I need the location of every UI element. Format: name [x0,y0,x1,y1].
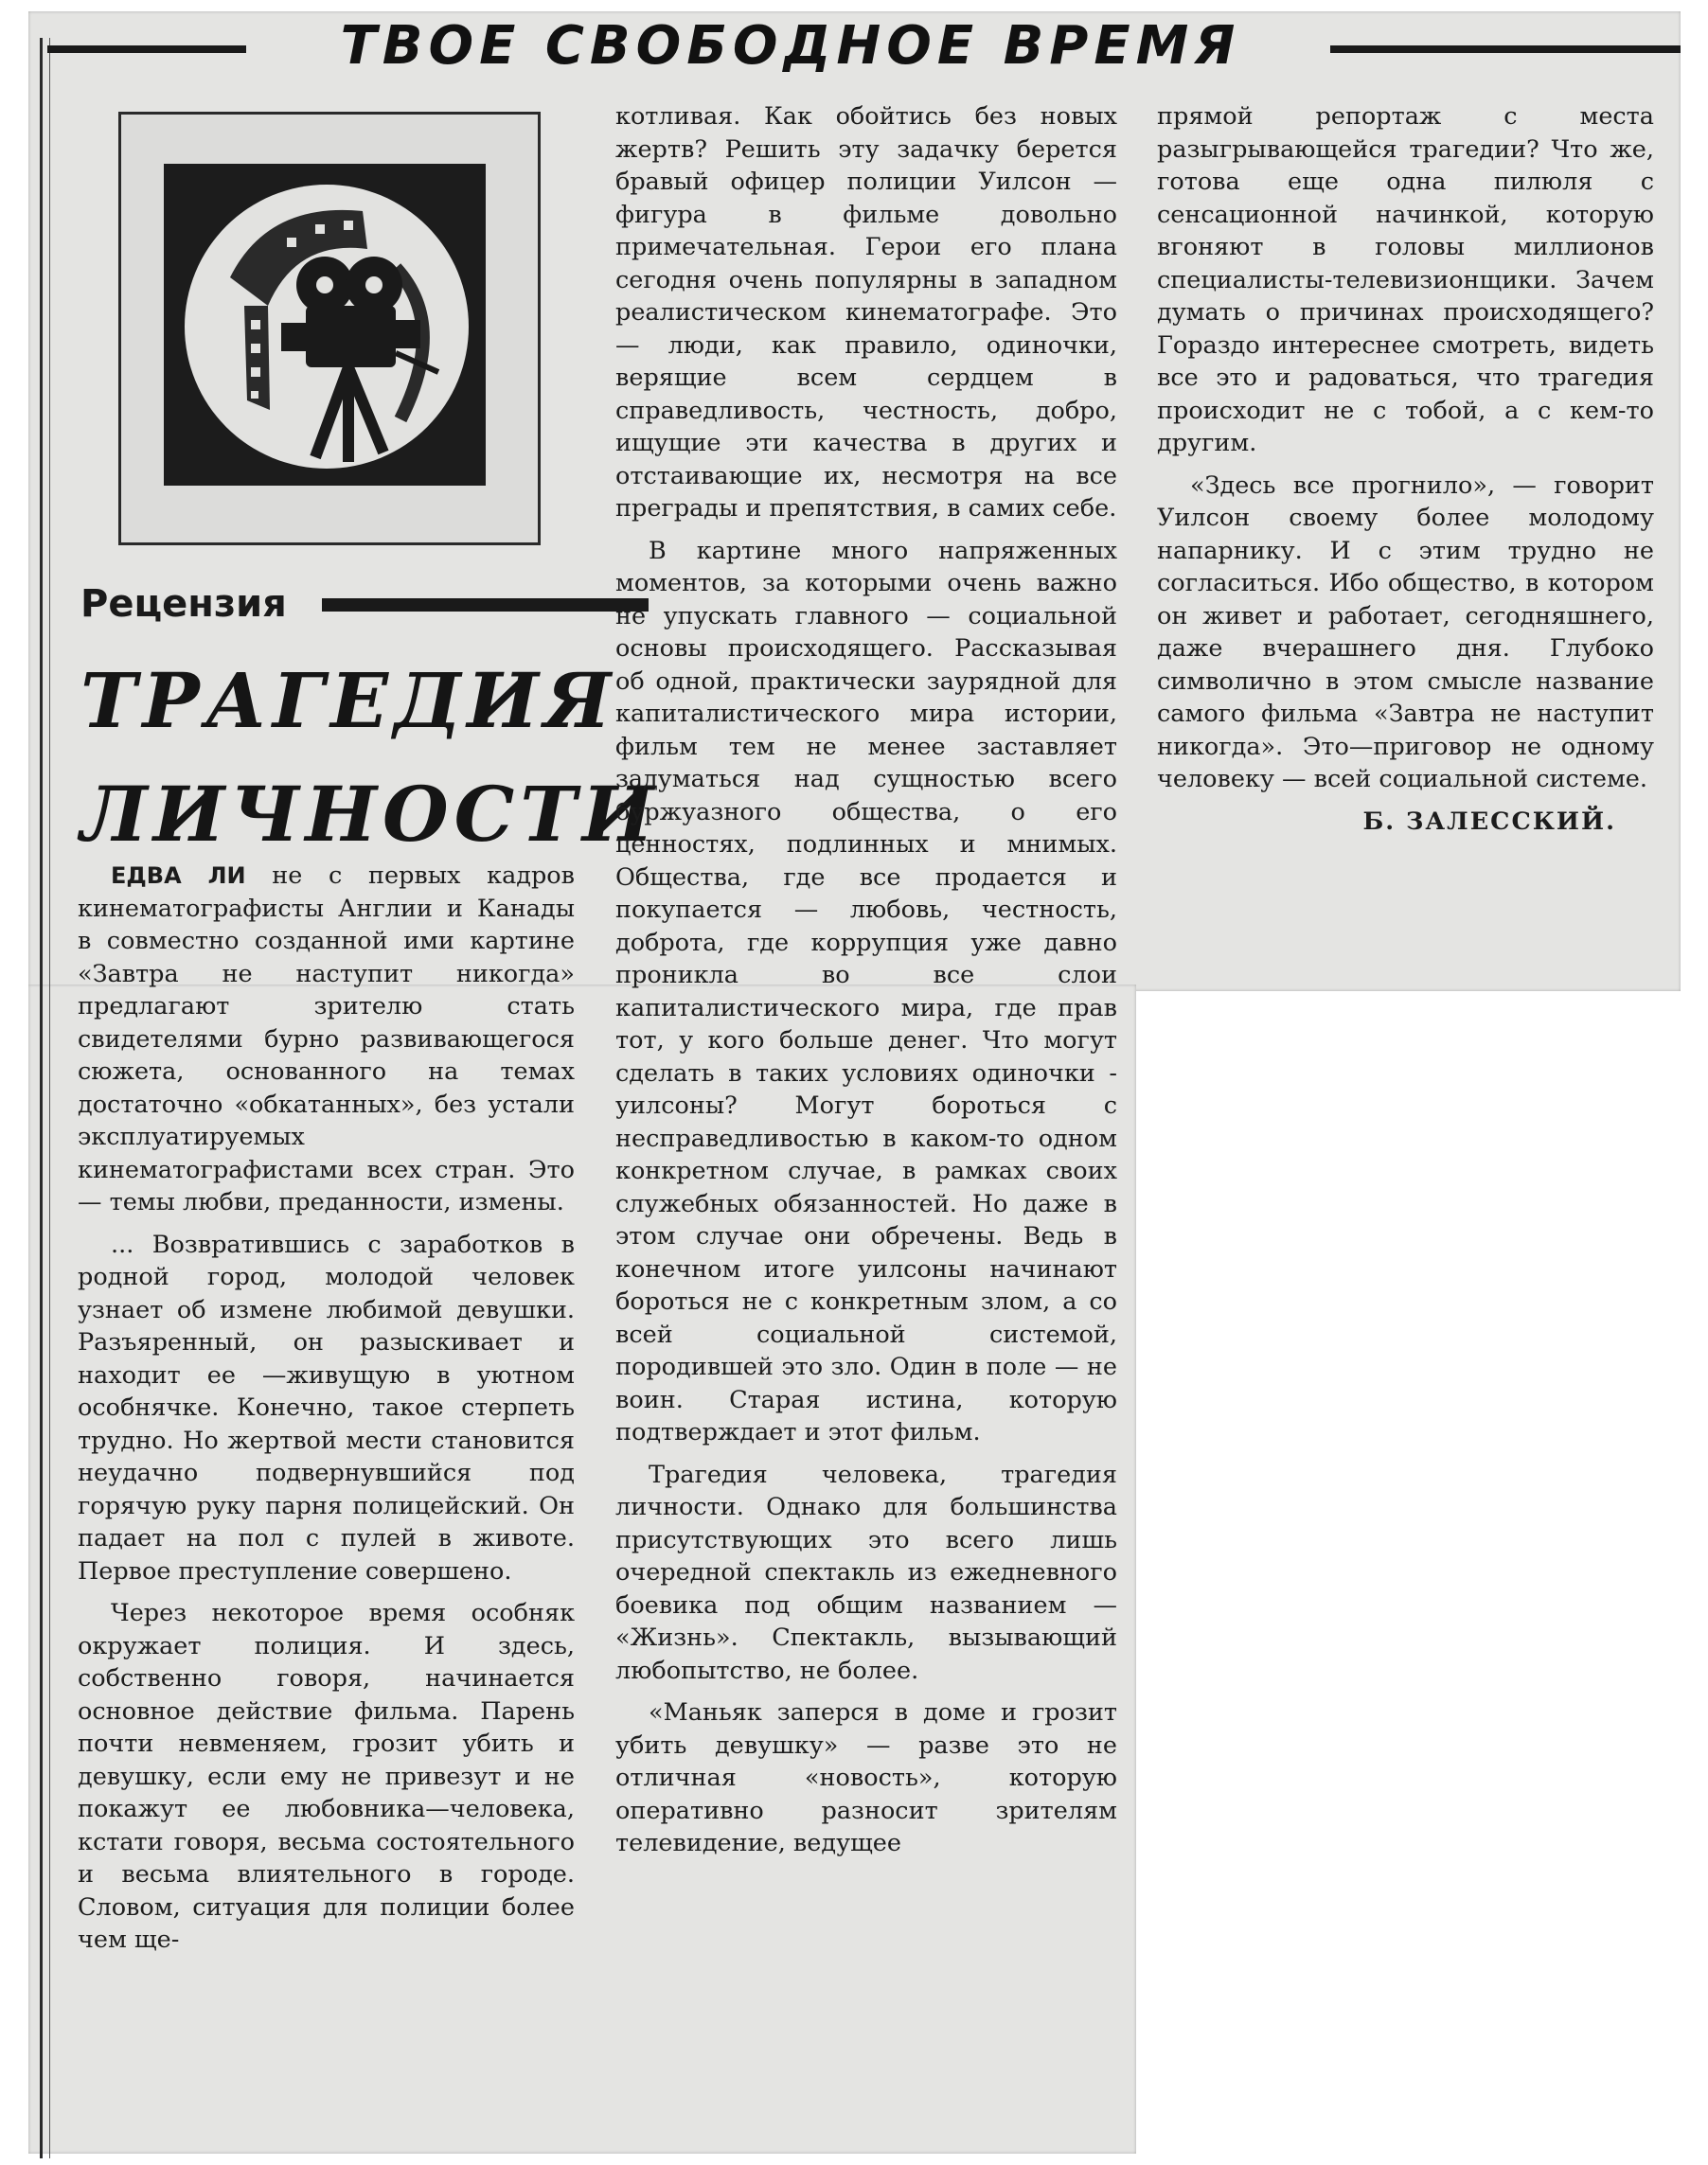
article-headline [80,644,660,871]
header-rule-right [1330,45,1681,53]
paragraph-4: В картине много напряженных моментов, за которыми очень важно не упускать главного — социальной основы происходящего. Рассказывая об одной, практически заурядной для капиталистического мира истории, фильм тем не менее заставляет задуматься над сущностью всего буржуазного общества, о его ценностях, подлинных и мнимых. Общества, где все продается и покупается — любовь, честность, доброта, где коррупция уже давно проникла во все слои капиталистического мира, где прав тот, у кого больше денег. Что могут сделать в таких условиях одиночки - уилсоны? Могут бороться с несправедливостью в каком-то одном конкретном случае, в рамках своих служебных обязанностей. Но даже в этом случае они обречены. Ведь в конечном итоге уилсоны начинают бороться не с конкретным злом, а со всей социальной системой, породившей это зло. Один в поле — не воин. Старая истина, которую подтверждает и этот фильм. [615,536,1117,1446]
column-rule-thin [49,38,50,2158]
header-rule-left [47,45,246,53]
paragraph-5: Трагедия человека, трагедия личности. Однако для большинства присутствующих это всего лишь очередной спектакль из ежедневного боевика под общим названием — «Жизнь». Спектакль, вызывающий любопытство, не более. [615,1460,1117,1685]
rubric-text: Рецензия [80,582,287,626]
headline-line-1: ТРАГЕДИЯ [80,656,617,745]
paragraph-text: не с первых кадров кинематографисты Англии и Канады в совместно созданной ими картине «Завтра не наступит никогда» предлагают зрителю стать свидетелями бурно развивающегося сюжета, основанного на темах достаточно «обкатанных», без устали эксплуатируемых кинематографистами всех стран. Это — темы любви, преданности, измены. [78,861,576,1216]
author-signature: Б. ЗАЛЕССКИЙ. [1362,807,1616,836]
paragraph-3-cont: котливая. Как обойтись без новых жертв? Решить эту задачку берется бравый офицер полиции Уилсон — фигура в фильме довольно примечательная. Герои его плана сегодня очень популярны в западном реалистическом кинематографе. Это — люди, как правило, одиночки, верящие всем сердцем в справедливость, честность, добро, ищущие эти качества в других и отстаивающие их, несмотря на все преграды и препятствия, в самих себе. [615,102,1117,523]
rubric-bar [322,598,649,612]
lead-in: ЕДВА ЛИ [111,862,246,889]
article-column-2 [615,100,1117,1860]
paragraph-2: ... Возвратившись с заработков в родной город, молодой человек узнает об измене любимой девушки. Разъяренный, он разыскивает и находит ее —живущую в уютном особнячке. Конечно, такое стерпеть трудно. Но жертвой мести становится неудачно подвернувшийся под горячую руку парня полицейский. Он падает на пол с пулей в животе. Первое преступление совершено. [78,1230,575,1586]
paragraph-6-cont: прямой репортаж с места разыгрывающейся трагедии? Что же, готова еще одна пилюля с сенсационной начинкой, которую вгоняют в головы миллионов специалисты-телевизионщики. Зачем думать о причинах происходящего? Гораздо интереснее смотреть, видеть все это и радоваться, что трагедия происходит не с тобой, а с кем-то другим. [1157,102,1654,457]
paragraph-6: «Маньяк заперся в доме и грозит убить девушку» — разве это не отличная «новость», которую оперативно разносит зрителям телевидение, ведущее [615,1698,1117,1857]
paragraph-3: Через некоторое время особняк окружает полиция. И здесь, собственно говоря, начинается основное действие фильма. Парень почти невменяем, грозит убить и девушку, если ему не привезут и не покажут ее любовника—человека, кстати говоря, весьма состоятельного и весьма влиятельного в городе. Словом, ситуация для полиции более чем ще- [78,1599,575,1954]
paragraph-1 [78,860,575,1219]
article-column-1 [78,860,575,1957]
rubric-label [80,577,573,630]
headline-line-2: ЛИЧНОСТИ [80,770,660,859]
section-header [47,13,1681,80]
article-column-3 [1157,100,1654,838]
column-rule [40,38,43,2158]
section-title: ТВОЕ СВОБОДНОЕ ВРЕМЯ [340,15,1241,77]
film-camera-icon [164,164,486,486]
paragraph-7: «Здесь все прогнило», — говорит Уилсон своему более молодому напарнику. И с этим трудно не согласиться. Ибо общество, в котором он живет и работает, сегодняшнего, даже вчерашнего дня. Глубоко символично в этом смысле название самого фильма «Завтра не наступит никогда». Это—приговор не одному человеку — всей социальной системе. [1157,470,1654,793]
rubric-logo [118,112,541,545]
